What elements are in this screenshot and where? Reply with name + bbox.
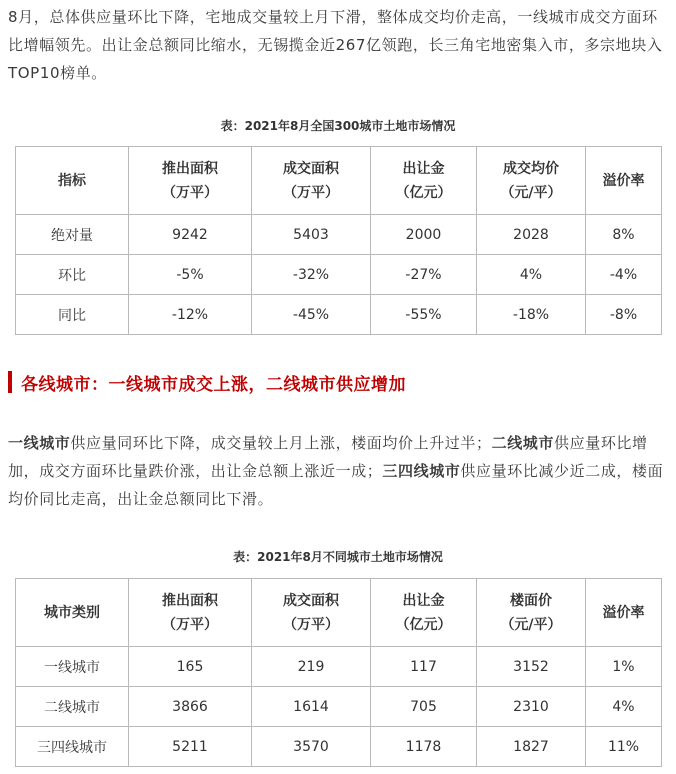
table-cell: -12% (129, 295, 252, 335)
table-cell: 二线城市 (16, 687, 129, 727)
table-cell: 9242 (129, 215, 252, 255)
table-row (16, 215, 662, 255)
header-cell: 成交面积 （万平） (252, 579, 371, 647)
table-cell: 4% (586, 687, 662, 727)
table-cell: 5403 (252, 215, 371, 255)
table-cell: -45% (252, 295, 371, 335)
table2-caption: 表：2021年8月不同城市土地市场情况 (233, 550, 443, 564)
text-segment: 一线城市 (8, 434, 71, 452)
table-header-row (16, 147, 662, 215)
table-cell: 一线城市 (16, 647, 129, 687)
table-row (16, 687, 662, 727)
header-cell: 出让金 （亿元） (371, 147, 477, 215)
table-cell: 三四线城市 (16, 727, 129, 767)
table-header-row (16, 579, 662, 647)
table-cell: 1% (586, 647, 662, 687)
header-cell: 推出面积 （万平） (129, 147, 252, 215)
table-cell: -5% (129, 255, 252, 295)
header-cell: 指标 (16, 147, 129, 215)
table-cell: 3866 (129, 687, 252, 727)
intro-paragraph: 8月，总体供应量环比下降，宅地成交量较上月下滑，整体成交均价走高，一线城市成交方面环比增幅领先。出让金总额同比缩水，无锡揽金近267亿领跑，长三角宅地密集入市，多宗地块入TOP10榜单。 (8, 8, 663, 82)
table-row (16, 295, 662, 335)
table1-caption: 表：2021年8月全国300城市土地市场情况 (220, 119, 456, 133)
table-cell: 4% (477, 255, 586, 295)
table-cell: -8% (586, 295, 662, 335)
header-cell: 城市类别 (16, 579, 129, 647)
table-cell: 绝对量 (16, 215, 129, 255)
table-cell: 165 (129, 647, 252, 687)
table-row (16, 647, 662, 687)
text-segment: 二线城市 (491, 434, 555, 452)
header-cell: 出让金 （亿元） (371, 579, 477, 647)
header-cell: 成交面积 （万平） (252, 147, 371, 215)
table-cell: 2028 (477, 215, 586, 255)
table-cell: 705 (371, 687, 477, 727)
table-cell: -32% (252, 255, 371, 295)
table-cell: 219 (252, 647, 371, 687)
city-tier-paragraph (8, 429, 670, 513)
header-cell: 溢价率 (586, 147, 662, 215)
header-cell: 溢价率 (586, 579, 662, 647)
table-cell: 3570 (252, 727, 371, 767)
table-cell: 3152 (477, 647, 586, 687)
table-cell: 5211 (129, 727, 252, 767)
table-cell: -4% (586, 255, 662, 295)
table-cell: -27% (371, 255, 477, 295)
section-accent-bar (8, 371, 12, 393)
table-cell: 117 (371, 647, 477, 687)
header-cell: 楼面价 （元/平） (477, 579, 586, 647)
section-title: 各线城市：一线城市成交上涨，二线城市供应增加 (21, 374, 406, 395)
header-cell: 推出面积 （万平） (129, 579, 252, 647)
table-cell: 2310 (477, 687, 586, 727)
text-segment: 三四线城市 (382, 462, 461, 480)
table-cell: 1827 (477, 727, 586, 767)
table-cell: 环比 (16, 255, 129, 295)
header-cell: 成交均价 （元/平） (477, 147, 586, 215)
text-segment: 供应量环比减少近二成，楼面均价同比走高，出让金总额同比下滑。 (8, 462, 664, 508)
table-cell: -18% (477, 295, 586, 335)
national-land-market-table (15, 146, 662, 335)
text-segment: 供应量环比增加，成交方面环比量跌价涨，出让金总额上涨近一成； (8, 434, 648, 480)
table-cell: 同比 (16, 295, 129, 335)
table-cell: 1614 (252, 687, 371, 727)
table-cell: 1178 (371, 727, 477, 767)
table-cell: -55% (371, 295, 477, 335)
text-segment: 供应量同环比下降，成交量较上月上涨，楼面均价上升过半； (70, 434, 492, 452)
table-cell: 8% (586, 215, 662, 255)
table-row (16, 727, 662, 767)
city-tier-land-market-table (15, 578, 662, 767)
table-cell: 11% (586, 727, 662, 767)
table-cell: 2000 (371, 215, 477, 255)
table-row (16, 255, 662, 295)
section-heading (8, 369, 406, 395)
